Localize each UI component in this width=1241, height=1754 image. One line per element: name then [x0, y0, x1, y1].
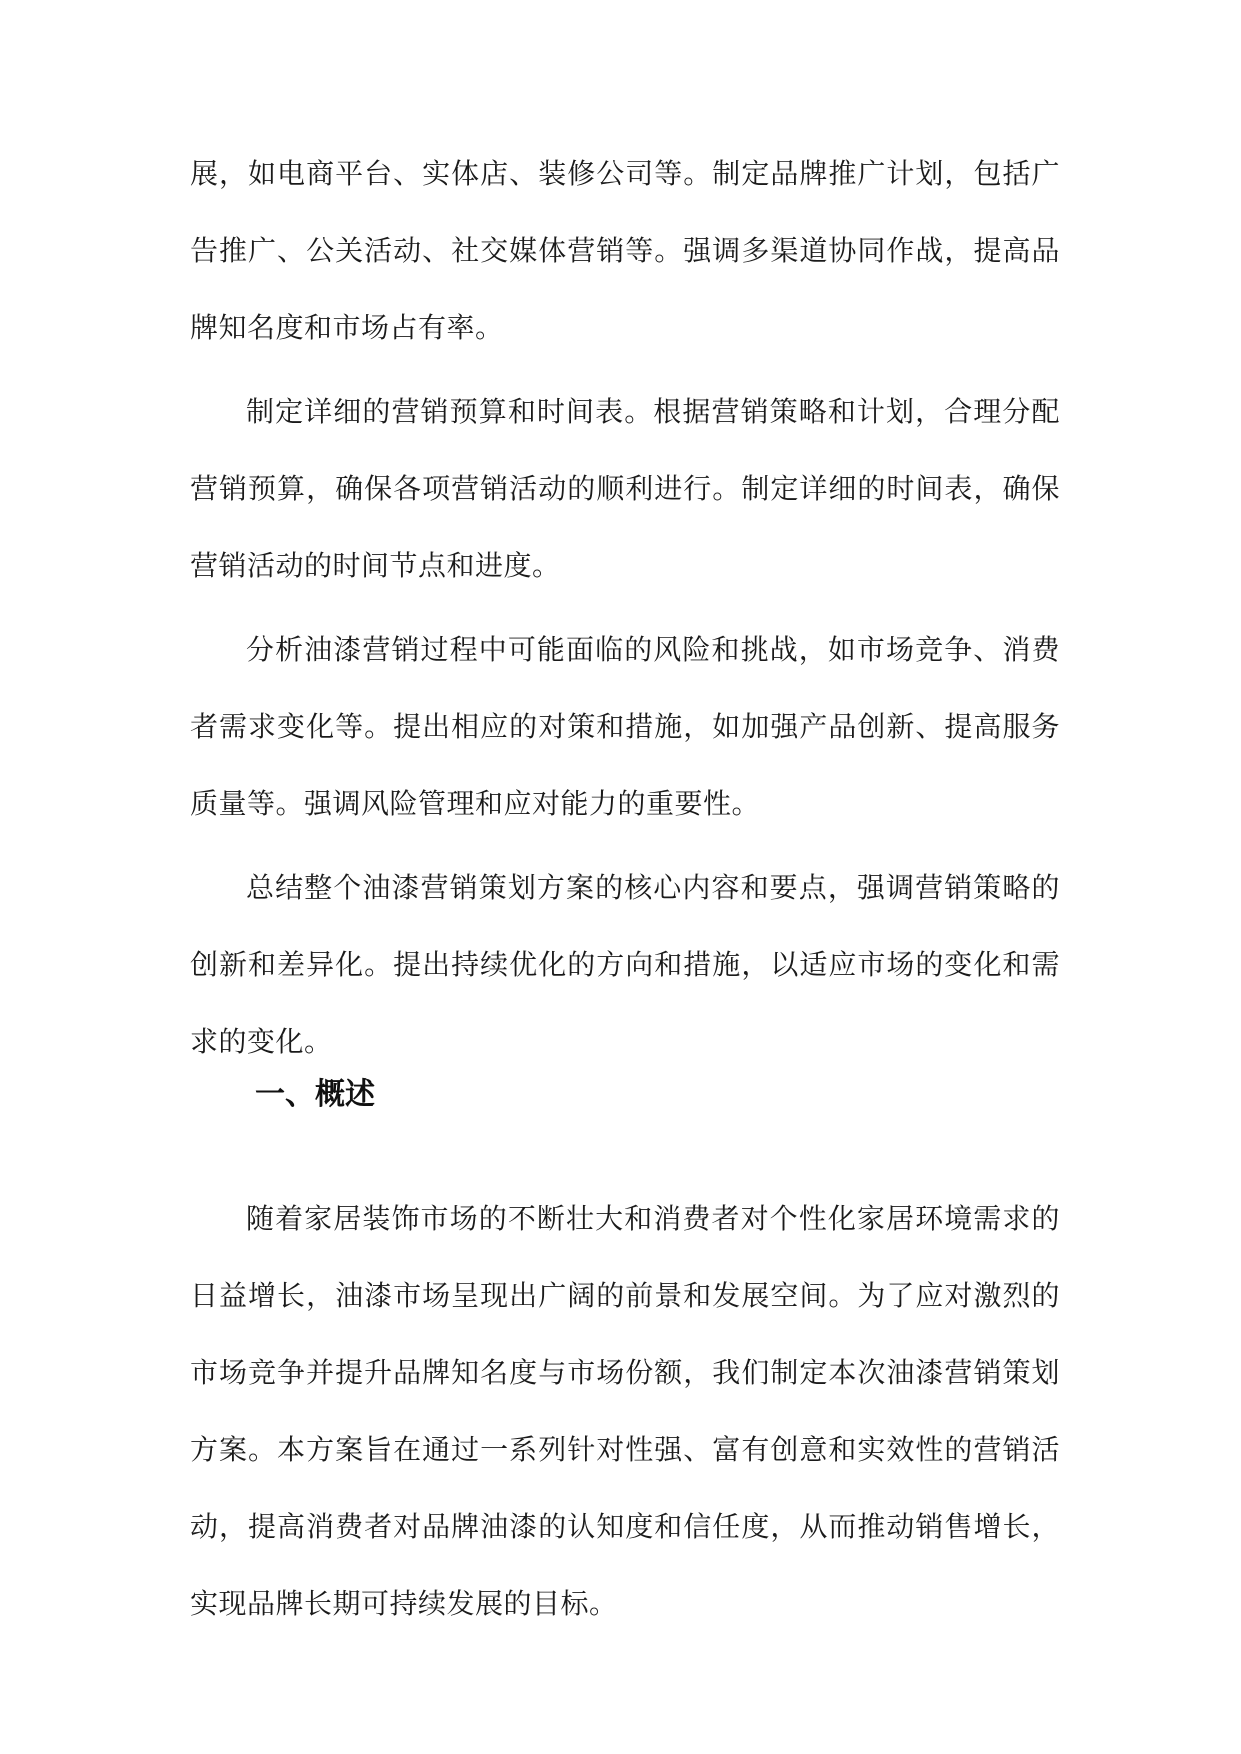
top-text-block [190, 135, 1060, 1080]
paragraph-overview: 随着家居装饰市场的不断壮大和消费者对个性化家居环境需求的日益增长，油漆市场呈现出广阔的前景和发展空间。为了应对激烈的市场竞争并提升品牌知名度与市场份额，我们制定本次油漆营销策划方案。本方案旨在通过一系列针对性强、富有创意和实效性的营销活动，提高消费者对品牌油漆的认知度和信任度，从而推动销售增长，实现品牌长期可持续发展的目标。 [190, 1202, 1060, 1620]
paragraph-risk-analysis: 分析油漆营销过程中可能面临的风险和挑战，如市场竞争、消费者需求变化等。提出相应的对策和措施，如加强产品创新、提高服务质量等。强调风险管理和应对能力的重要性。 [190, 633, 1060, 820]
paragraph-continuation: 展，如电商平台、实体店、装修公司等。制定品牌推广计划，包括广告推广、公关活动、社交媒体营销等。强调多渠道协同作战，提高品牌知名度和市场占有率。 [190, 157, 1060, 344]
paragraph-summary: 总结整个油漆营销策划方案的核心内容和要点，强调营销策略的创新和差异化。提出持续优化的方向和措施，以适应市场的变化和需求的变化。 [190, 871, 1060, 1058]
section-text-block [190, 1180, 1060, 1642]
section-heading-overview: 一、概述 [255, 1077, 375, 1112]
paragraph-budget-schedule: 制定详细的营销预算和时间表。根据营销策略和计划，合理分配营销预算，确保各项营销活动的顺利进行。制定详细的时间表，确保营销活动的时间节点和进度。 [190, 395, 1060, 582]
